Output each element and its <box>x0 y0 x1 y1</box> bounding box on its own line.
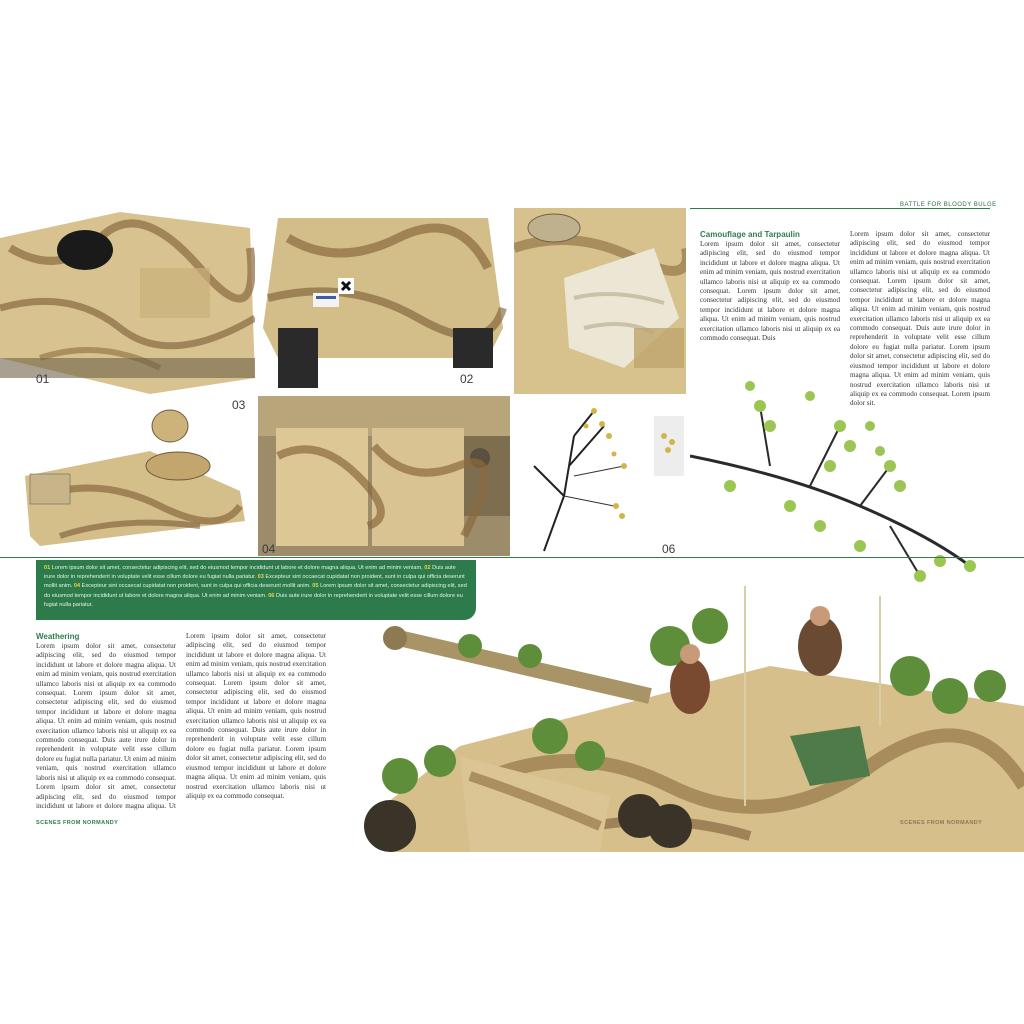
section-title: BATTLE FOR BLOODY BULGE <box>900 202 997 208</box>
photo-04 <box>258 396 510 556</box>
camouflage-heading: Camouflage and Tarpaulin <box>700 230 800 239</box>
caption-num-5: 05 <box>312 583 319 590</box>
section-divider <box>0 557 1024 558</box>
photo-number-04: 04 <box>262 542 276 556</box>
weathering-col2: Lorem ipsum dolor sit amet, consectetur adipiscing elit, sed do eiusmod tempor incididunt ut labore et dolore magna aliqua. Ut enim ad minim veniam, quis nostrud exercitation ullamco laboris nisi ut aliquip ex ea commodo consequat. Lorem ipsum dolor sit amet, consectetur adipiscing elit, sed do eiusmod tempor incididunt ut labore et dolore magna aliqua. Ut enim ad minim veniam, quis nostrud exercitation ullamco laboris nisi ut aliquip ex ea commodo consequat. Duis aute irure dolor in reprehenderit in voluptate velit esse cillum dolore eu fugiat nulla pariatur. Lorem ipsum dolor sit amet, consectetur adipiscing elit, sed do eiusmod tempor incididunt ut labore et dolore magna aliqua. Ut enim ad minim veniam, quis nostrud exercitation ullamco laboris nisi ut aliquip ex ea commodo consequat. <box>186 632 326 800</box>
caption-num-4: 04 <box>73 583 81 590</box>
main-tank-photo <box>350 586 1024 852</box>
caption-num-6: 06 <box>268 592 275 599</box>
photo-01 <box>0 208 255 394</box>
caption-text-1: Lorem ipsum dolor sit amet, consectetur adipiscing elit, sed do eiusmod tempor incididunt ut labore et dolore magna aliqua. Ut enim ad minim veniam, <box>51 565 423 571</box>
hull-hatch-image <box>0 396 255 556</box>
caption-num-1: 01 <box>44 565 51 571</box>
tarpaulin-image <box>514 208 686 394</box>
caption-num-2: 02 <box>424 565 431 571</box>
caption-text-3: Excepteur sint occaecat cupidatat non proident, sunt in culpa qui officia deserunt mollit anim. <box>44 574 465 590</box>
photo-number-02: 02 <box>460 372 474 386</box>
photo-02 <box>258 208 510 394</box>
photo-05 <box>514 208 686 394</box>
caption-text-2: Duis aute irure dolor in reprehenderit in voluptate velit esse cillum dolore eu fugiat nulla pariatur. <box>44 565 456 581</box>
caption-num-3: 03 <box>257 574 264 581</box>
footer-right: SCENES FROM NORMANDY <box>900 820 983 826</box>
camouflage-col2: Lorem ipsum dolor sit amet, consectetur adipiscing elit, sed do eiusmod tempor incididunt ut labore et dolore magna aliqua. Ut enim ad minim veniam, quis nostrud exercitation ullamco laboris nisi ut aliquip ex ea commodo consequat. Lorem ipsum dolor sit amet, consectetur adipiscing elit, sed do eiusmod tempor incididunt ut labore et dolore magna aliqua. Ut enim ad minim veniam, quis nostrud exercitation ullamco laboris nisi ut aliquip ex ea commodo consequat. Duis aute irure dolor in reprehenderit in voluptate velit esse cillum dolore eu fugiat nulla pariatur. Lorem ipsum dolor sit amet, consectetur adipiscing elit, sed do eiusmod tempor incididunt ut labore et dolore magna aliqua. Ut enim ad minim veniam, quis nostrud exercitation ullamco laboris nisi ut aliquip ex ea commodo consequat. Lorem ipsum dolor sit. <box>850 230 990 408</box>
assault-gun-diorama-image <box>350 586 1024 852</box>
leafy-branch-image <box>690 366 990 606</box>
photo-06 <box>514 396 686 556</box>
camouflage-col1: Lorem ipsum dolor sit amet, consectetur adipiscing elit, sed do eiusmod tempor incididunt ut labore et dolore magna aliqua. Ut enim ad minim veniam, quis nostrud exercitation ullamco laboris nisi ut aliquip ex ea commodo consequat. Lorem ipsum dolor sit amet, consectetur adipiscing elit, sed do eiusmod tempor incididunt ut labore et dolore magna aliqua. Ut enim ad minim veniam, quis nostrud exercitation ullamco laboris nisi ut aliquip ex ea commodo consequat. Duis <box>700 240 840 343</box>
caption-text-4: Excepteur sint occaecat cupidatat non proident, sunt in culpa qui officia deserunt mollit anim. <box>81 583 311 590</box>
photo-number-06: 06 <box>662 542 676 556</box>
header-rule <box>690 208 990 209</box>
photo-03 <box>0 396 255 556</box>
caption-text-6: Duis aute irure dolor in reprehenderit in voluptate velit esse cillum dolore eu fugiat nulla pariatur. <box>44 592 463 608</box>
tank-hull-image <box>0 208 255 394</box>
photo-number-01: 01 <box>36 372 50 386</box>
photo-number-03: 03 <box>232 398 246 412</box>
tree-photo <box>690 366 990 606</box>
footer-left: SCENES FROM NORMANDY <box>36 820 119 826</box>
tree-branch-image <box>514 396 686 556</box>
caption-text-5: Lorem ipsum dolor sit amet, consectetur adipiscing elit, sed do eiusmod tempor incididunt ut labore et dolore magna aliqua. Ut enim ad minim veniam. <box>44 583 467 599</box>
weathering-col1: Lorem ipsum dolor sit amet, consectetur adipiscing elit, sed do eiusmod tempor incididunt ut labore et dolore magna aliqua. Ut enim ad minim veniam, quis nostrud exercitation ullamco laboris nisi ut aliquip ex ea commodo consequat. Lorem ipsum dolor sit amet, consectetur adipiscing elit, sed do eiusmod tempor incididunt ut labore et dolore magna aliqua. Ut enim ad minim veniam, quis nostrud exercitation ullamco laboris nisi ut aliquip ex ea commodo consequat. Duis aute irure dolor in reprehenderit in voluptate velit esse cillum dolore eu fugiat nulla pariatur. Ut enim ad minim veniam, quis nostrud exercitation ullamco laboris nisi ut aliquip ex ea commodo consequat. Lorem ipsum dolor sit amet, consectetur adipiscing elit, sed do eiusmod tempor incididunt ut labore et dolore magna aliqua. Ut <box>36 642 176 810</box>
caption-box <box>36 560 476 620</box>
armour-plates-image <box>258 396 510 556</box>
tank-rear-image <box>258 208 510 394</box>
magazine-spread <box>0 202 1024 852</box>
weathering-heading: Weathering <box>36 632 80 641</box>
